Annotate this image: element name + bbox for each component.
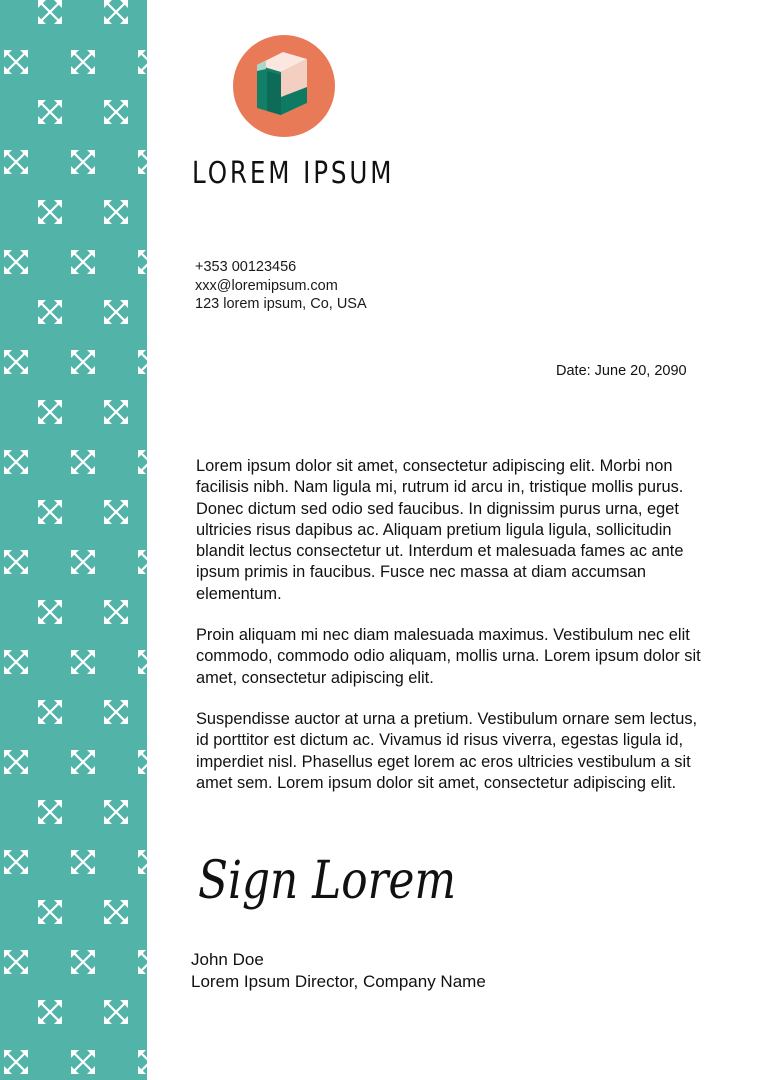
- expand-arrows-icon: [104, 400, 128, 424]
- expand-arrows-icon: [38, 700, 62, 724]
- expand-arrows-icon: [104, 700, 128, 724]
- expand-arrows-icon: [4, 450, 28, 474]
- expand-arrows-icon: [104, 300, 128, 324]
- expand-arrows-icon: [71, 350, 95, 374]
- expand-arrows-icon: [38, 800, 62, 824]
- expand-arrows-icon: [71, 950, 95, 974]
- handwritten-signature: [196, 836, 496, 926]
- expand-arrows-icon: [38, 0, 62, 24]
- expand-arrows-icon: [71, 50, 95, 74]
- expand-arrows-icon: [38, 500, 62, 524]
- signer-name: John Doe: [191, 950, 264, 969]
- expand-arrows-icon: [4, 50, 28, 74]
- email-address: xxx@loremipsum.com: [195, 277, 338, 294]
- expand-arrows-icon: [138, 750, 147, 774]
- expand-arrows-icon: [138, 1050, 147, 1074]
- expand-arrows-icon: [138, 250, 147, 274]
- signer-block: [191, 949, 486, 992]
- expand-arrows-icon: [104, 900, 128, 924]
- expand-arrows-icon: [4, 750, 28, 774]
- expand-arrows-icon: [138, 950, 147, 974]
- signer-title: Lorem Ipsum Director, Company Name: [191, 971, 486, 991]
- expand-arrows-icon: [138, 350, 147, 374]
- expand-arrows-icon: [38, 400, 62, 424]
- paragraph: Proin aliquam mi nec diam malesuada maximus. Vestibulum nec elit commodo, commodo odio aliquam, mollis urna. Lorem ipsum dolor sit amet, consectetur adipiscing elit.: [196, 626, 701, 687]
- expand-arrows-icon: [4, 950, 28, 974]
- expand-arrows-icon: [4, 850, 28, 874]
- expand-arrows-icon: [71, 850, 95, 874]
- expand-arrows-icon: [4, 1050, 28, 1074]
- expand-arrows-icon: [104, 100, 128, 124]
- expand-arrows-icon: [138, 650, 147, 674]
- cube-logo-icon: [233, 35, 335, 137]
- letter-body: [196, 456, 711, 814]
- expand-arrows-icon: [71, 1050, 95, 1074]
- expand-arrows-icon: [4, 650, 28, 674]
- expand-arrows-icon: [71, 750, 95, 774]
- expand-arrows-icon: [4, 550, 28, 574]
- expand-arrows-icon: [138, 50, 147, 74]
- paragraph: Lorem ipsum dolor sit amet, consectetur adipiscing elit. Morbi non facilisis nibh. Nam ligula mi, rutrum id arcu in, tristique mollis purus. Donec dictum sed odio sed faucibus. In dignissim purus urna, eget ultricies risus dapibus ac. Aliquam pretium ligula ligula, sollicitudin blandit lectus consectetur ut. Interdum et malesuada fames ac ante ipsum primis in faucibus. Fusce nec massa at diam accumsan elementum.: [196, 457, 684, 603]
- expand-arrows-icon: [104, 600, 128, 624]
- postal-address: 123 lorem ipsum, Co, USA: [195, 296, 367, 312]
- expand-arrows-icon: [71, 450, 95, 474]
- svg-text:Sign Lorem: Sign Lorem: [198, 851, 456, 911]
- expand-arrows-icon: [104, 500, 128, 524]
- expand-arrows-icon: [71, 650, 95, 674]
- expand-arrows-icon: [38, 1000, 62, 1024]
- phone-number: +353 00123456: [195, 259, 297, 275]
- expand-arrows-icon: [4, 350, 28, 374]
- expand-arrows-icon: [38, 200, 62, 224]
- expand-arrows-icon: [4, 250, 28, 274]
- expand-arrows-icon: [38, 100, 62, 124]
- expand-arrows-icon: [104, 200, 128, 224]
- expand-arrows-icon: [104, 800, 128, 824]
- expand-arrows-icon: [71, 150, 95, 174]
- sidebar-pattern: [0, 0, 147, 1080]
- paragraph: Suspendisse auctor at urna a pretium. Vestibulum ornare sem lectus, id porttitor est dictum ac. Vivamus id risus viverra, egestas ligula id, imperdiet nisl. Phasellus eget lorem ac eros ultricies vestibulum a sit amet sem. Lorem ipsum dolor sit amet, consectetur adipiscing elit.: [196, 709, 698, 792]
- letter-date: Date: June 20, 2090: [556, 363, 687, 379]
- expand-arrows-icon: [138, 450, 147, 474]
- expand-arrows-icon: [38, 600, 62, 624]
- expand-arrows-icon: [138, 550, 147, 574]
- expand-arrows-icon: [138, 850, 147, 874]
- expand-arrows-icon: [71, 550, 95, 574]
- contact-block: [195, 258, 367, 314]
- expand-arrows-icon: [71, 250, 95, 274]
- expand-arrows-icon: [38, 900, 62, 924]
- expand-arrows-icon: [138, 150, 147, 174]
- expand-arrows-icon: [104, 0, 128, 24]
- expand-arrows-icon: [104, 1000, 128, 1024]
- expand-arrows-pattern: [0, 0, 147, 1080]
- company-name: LOREM IPSUM: [192, 156, 395, 191]
- expand-arrows-icon: [38, 300, 62, 324]
- expand-arrows-icon: [4, 150, 28, 174]
